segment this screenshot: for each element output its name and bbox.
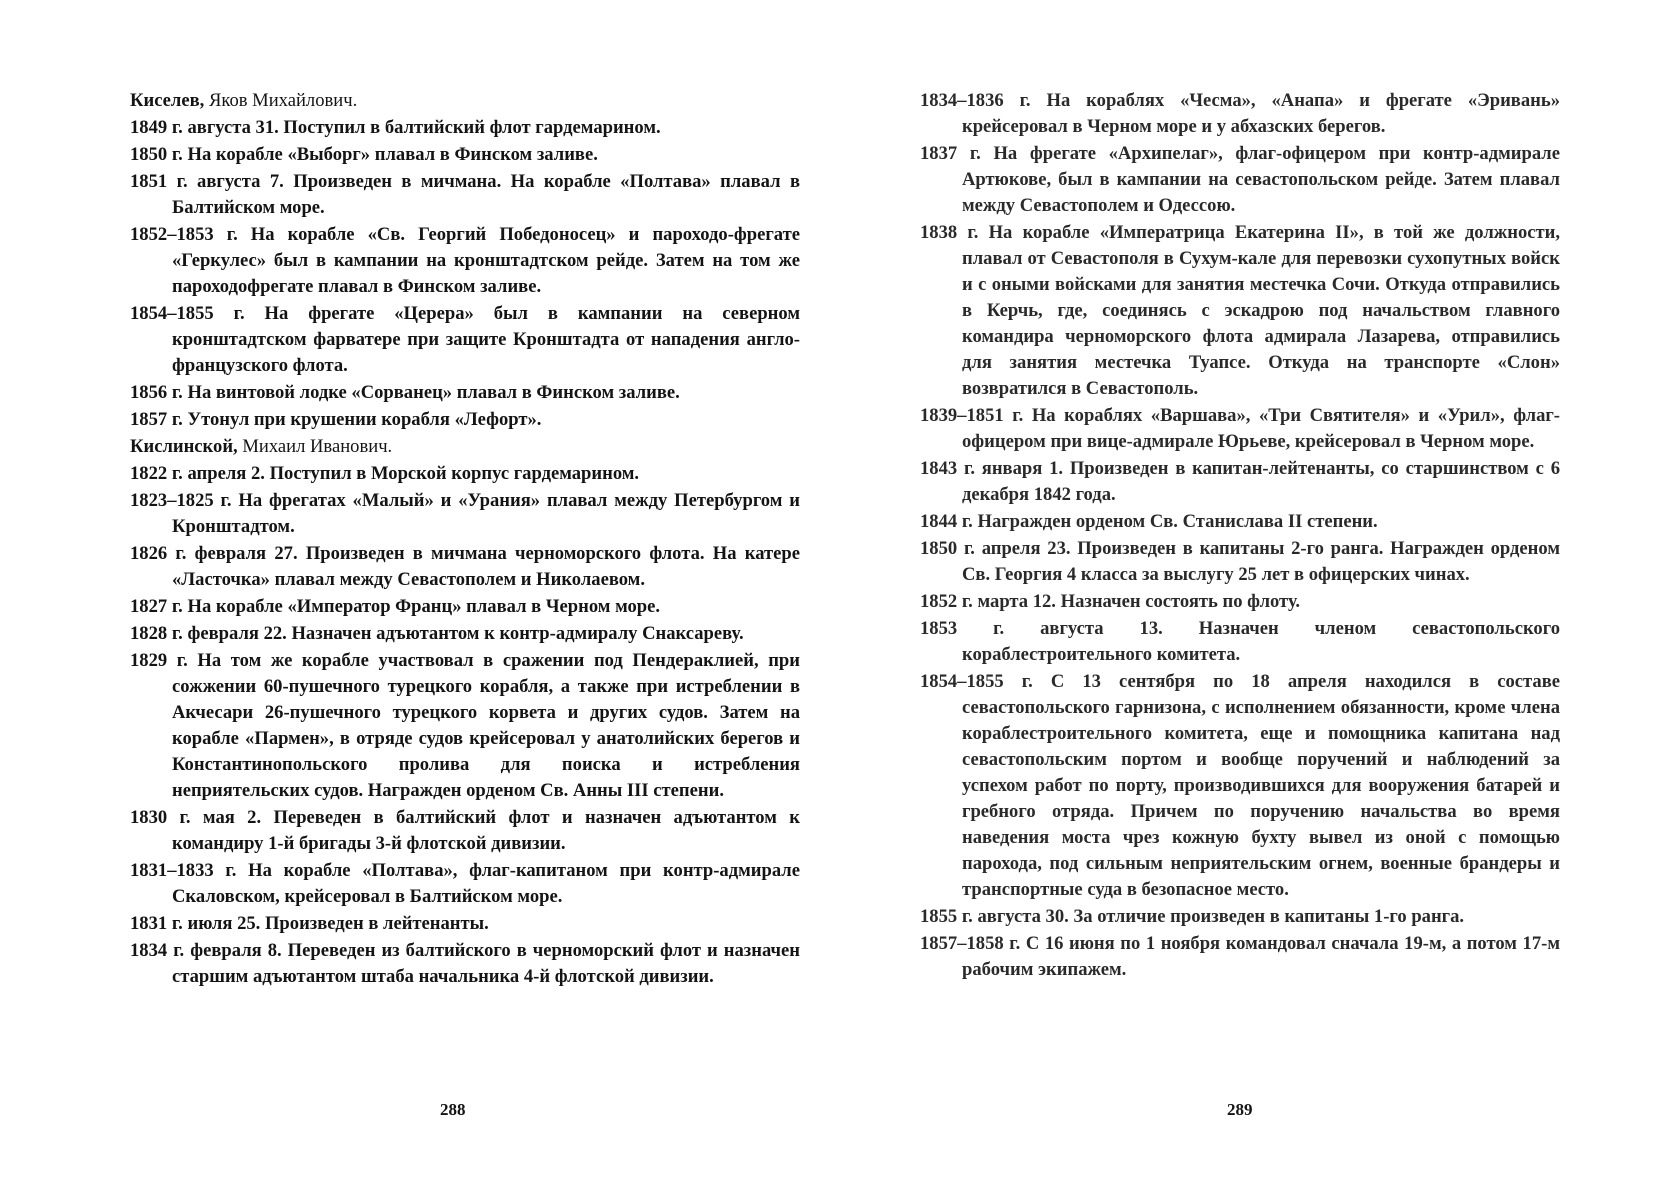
right-page xyxy=(920,88,1560,984)
biography-entry: 1850 г. На корабле «Выборг» плавал в Финском заливе. xyxy=(130,144,598,165)
biography-entry: 1826 г. февраля 27. Произведен в мичмана черноморского флота. На катере «Ласточка» плавал между Севастополем и Николаевом. xyxy=(130,543,800,590)
biography-entry: 1856 г. На винтовой лодке «Сорванец» плавал в Финском заливе. xyxy=(130,382,680,403)
biography-entry: 1822 г. апреля 2. Поступил в Морской корпус гардемарином. xyxy=(130,463,640,484)
biography-entry: 1834 г. февраля 8. Переведен из балтийского в черноморский флот и назначен старшим адъютантом штаба начальника 4-й флотской дивизии. xyxy=(130,940,800,987)
biography-entry: 1834–1836 г. На кораблях «Чесма», «Анапа» и фрегате «Эривань» крейсеровал в Черном море и у абхазских берегов. xyxy=(920,90,1560,137)
given-name: Михаил Иванович. xyxy=(237,436,393,457)
biography-entry: 1843 г. января 1. Произведен в капитан-лейтенанты, со старшинством с 6 декабря 1842 года. xyxy=(920,458,1560,505)
biography-entry: 1831–1833 г. На корабле «Полтава», флаг-капитаном при контр-адмирале Скаловском, крейсеровал в Балтийском море. xyxy=(130,860,800,907)
biography-entry: 1855 г. августа 30. За отличие произведен в капитаны 1-го ранга. xyxy=(920,906,1465,927)
biography-entry: 1828 г. февраля 22. Назначен адъютантом к контр-адмиралу Снаксареву. xyxy=(130,623,744,644)
person-heading xyxy=(130,88,800,114)
biography-entry: 1831 г. июля 25. Произведен в лейтенанты. xyxy=(130,913,489,934)
given-name: Яков Михайлович. xyxy=(204,90,358,111)
biography-entry: 1852–1853 г. На корабле «Св. Георгий Победоносец» и пароходо-фрегате «Геркулес» был в кампании на кронштадтском рейде. Затем на том же пароходофрегате плавал в Финском заливе. xyxy=(130,224,800,297)
biography-entry: 1829 г. На том же корабле участвовал в сражении под Пендераклией, при сожжении 60-пушечного турецкого корабля, а также при истреблении в Акчесари 26-пушечного турецкого корвета и других судов. Затем на корабле «Пармен», в отряде судов крейсеровал у анатолийских берегов и Константинопольского пролива для поиска и истребления неприятельских судов. Награжден орденом Св. Анны III степени. xyxy=(130,650,800,801)
biography-entry: 1853 г. августа 13. Назначен членом севастопольского кораблестроительного комитета. xyxy=(920,618,1560,665)
biography-entry: 1827 г. На корабле «Император Франц» плавал в Черном море. xyxy=(130,596,661,617)
left-page-number: 288 xyxy=(440,1100,466,1119)
surname: Киселев, xyxy=(130,90,205,111)
biography-entry: 1839–1851 г. На кораблях «Варшава», «Три Святителя» и «Урил», флаг-офицером при вице-адмирале Юрьеве, крейсеровал в Черном море. xyxy=(920,405,1560,452)
biography-entry: 1849 г. августа 31. Поступил в балтийский флот гардемарином. xyxy=(130,117,661,138)
biography-entry: 1851 г. августа 7. Произведен в мичмана. На корабле «Полтава» плавал в Балтийском море. xyxy=(130,171,800,218)
biography-entry: 1830 г. мая 2. Переведен в балтийский флот и назначен адъютантом к командиру 1-й бригады 3-й флотской дивизии. xyxy=(130,807,800,854)
surname: Кислинской, xyxy=(130,436,238,457)
biography-entry: 1838 г. На корабле «Императрица Екатерина II», в той же должности, плавал от Севастополя в Сухум-кале для перевозки сухопутных войск и с оными войсками для занятия местечка Сочи. Откуда отправились в Керчь, где, соединясь с эскадрою под начальством главного командира черноморского флота адмирала Лазарева, отправились для занятия местечка Туапсе. Откуда на транспорте «Слон» возвратился в Севастополь. xyxy=(920,222,1560,399)
biography-entry: 1837 г. На фрегате «Архипелаг», флаг-офицером при контр-адмирале Артюкове, был в кампании на севастопольском рейде. Затем плавал между Севастополем и Одессою. xyxy=(920,143,1560,216)
biography-entry: 1854–1855 г. С 13 сентября по 18 апреля находился в составе севастопольского гарнизона, с исполнением обязанности, кроме члена кораблестроительного комитета, еще и помощника капитана над севастопольским портом и вообще поручений и наблюдений за успехом работ по порту, производившихся для вооружения батарей и гребного отряда. Причем по поручению начальства во время наведения моста чрез кожную бухту вывел из оной с помощью парохода, под сильным неприятельским огнем, военные брандеры и транспортные суда в безопасное место. xyxy=(920,671,1560,900)
person-heading xyxy=(130,434,800,460)
biography-entry: 1852 г. марта 12. Назначен состоять по флоту. xyxy=(920,591,1301,612)
biography-entry: 1850 г. апреля 23. Произведен в капитаны 2-го ранга. Награжден орденом Св. Георгия 4 класса за выслугу 25 лет в офицерских чинах. xyxy=(920,538,1560,585)
biography-entry: 1857–1858 г. С 16 июня по 1 ноября командовал сначала 19-м, а потом 17-м рабочим экипажем. xyxy=(920,933,1560,980)
biography-entry: 1857 г. Утонул при крушении корабля «Лефорт». xyxy=(130,409,542,430)
biography-entry: 1844 г. Награжден орденом Св. Станислава II степени. xyxy=(920,511,1378,532)
right-page-number: 289 xyxy=(1227,1100,1253,1119)
biography-entry: 1823–1825 г. На фрегатах «Малый» и «Урания» плавал между Петербургом и Кронштадтом. xyxy=(130,490,800,537)
left-page xyxy=(130,88,800,991)
biography-entry: 1854–1855 г. На фрегате «Церера» был в кампании на северном кронштадтском фарватере при защите Кронштадта от нападения англо-французского флота. xyxy=(130,303,800,376)
